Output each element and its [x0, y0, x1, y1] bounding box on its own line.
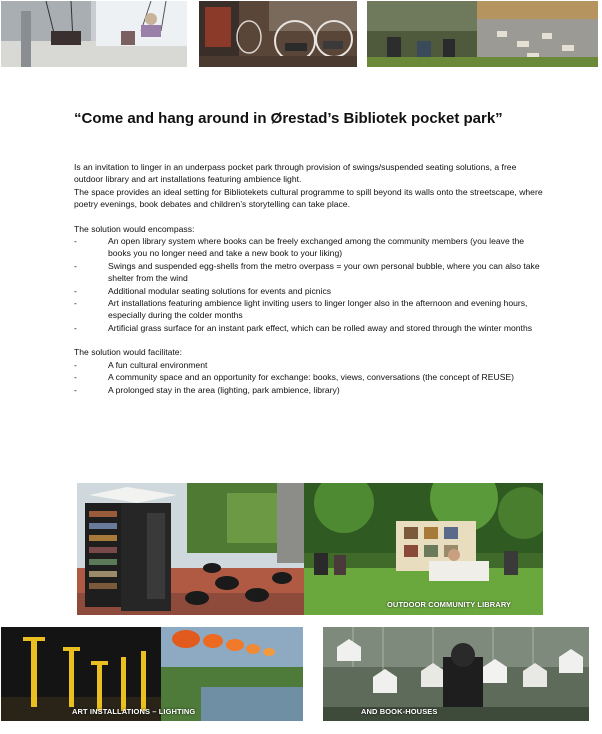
photo-park-seating — [367, 1, 598, 67]
encompass-heading: The solution would encompass: — [74, 223, 195, 234]
list-item: - Additional modular seating solutions for events and picnics — [74, 285, 332, 296]
list-item: - Swings and suspended egg-shells from the metro overpass = your own personal bubble, where you can also take shelter from the wind — [74, 260, 540, 284]
list-item: - An open library system where books can be freely exchanged among the community members (you leave the books you no longer need and take a new book to your liking) — [74, 236, 525, 259]
list-item: - Artificial grass surface for an instant park effect, which can be rolled away and stored through the winter months — [74, 322, 533, 333]
intro-paragraph: Is an invitation to linger in an underpass pocket park through provision of swings/suspended seating solutions, a free outdoor library and art installations featuring ambience light. — [74, 162, 517, 185]
body-text — [74, 161, 544, 396]
list-item: - A fun cultural environment — [74, 359, 208, 370]
facilitate-list — [74, 359, 544, 396]
photo-swings-underpass — [1, 1, 187, 67]
list-dash: - — [74, 285, 77, 296]
photo-egg-chairs — [199, 1, 357, 67]
list-dash: - — [74, 322, 77, 333]
photo-library-kiosk — [77, 483, 304, 615]
caption-art-lighting: ART INSTALLATIONS – LIGHTING — [72, 707, 196, 716]
caption-outdoor-library: OUTDOOR COMMUNITY LIBRARY — [387, 600, 512, 609]
photo-outdoor-library — [304, 483, 543, 615]
list-dash: - — [74, 236, 77, 247]
list-dash: - — [74, 384, 77, 395]
encompass-list — [74, 235, 544, 334]
list-item: - A community space and an opportunity for exchange: books, views, conversations (the concept of REUSE) — [74, 372, 515, 383]
intro-paragraph: The space provides an ideal setting for Bibliotekets cultural programme to spill beyond its walls onto the streetscape, where poetry evenings, book debates and children’s storytelling can take place. — [74, 186, 543, 210]
caption-book-houses: AND BOOK-HOUSES — [361, 707, 438, 716]
list-dash: - — [74, 260, 77, 271]
list-item: - A prolonged stay in the area (lighting, park ambience, library) — [74, 384, 340, 395]
page-title: “Come and hang around in Ørestad’s Bibliotek pocket park” — [74, 110, 503, 127]
photo-art-lighting — [1, 627, 303, 721]
list-dash: - — [74, 372, 77, 383]
photo-book-houses — [323, 627, 589, 721]
list-item: - Art installations featuring ambience light inviting users to linger longer also in the afternoon and evening hours, especially during the colder months — [74, 298, 528, 321]
facilitate-heading: The solution would facilitate: — [74, 347, 182, 358]
list-dash: - — [74, 298, 77, 309]
list-dash: - — [74, 359, 77, 370]
